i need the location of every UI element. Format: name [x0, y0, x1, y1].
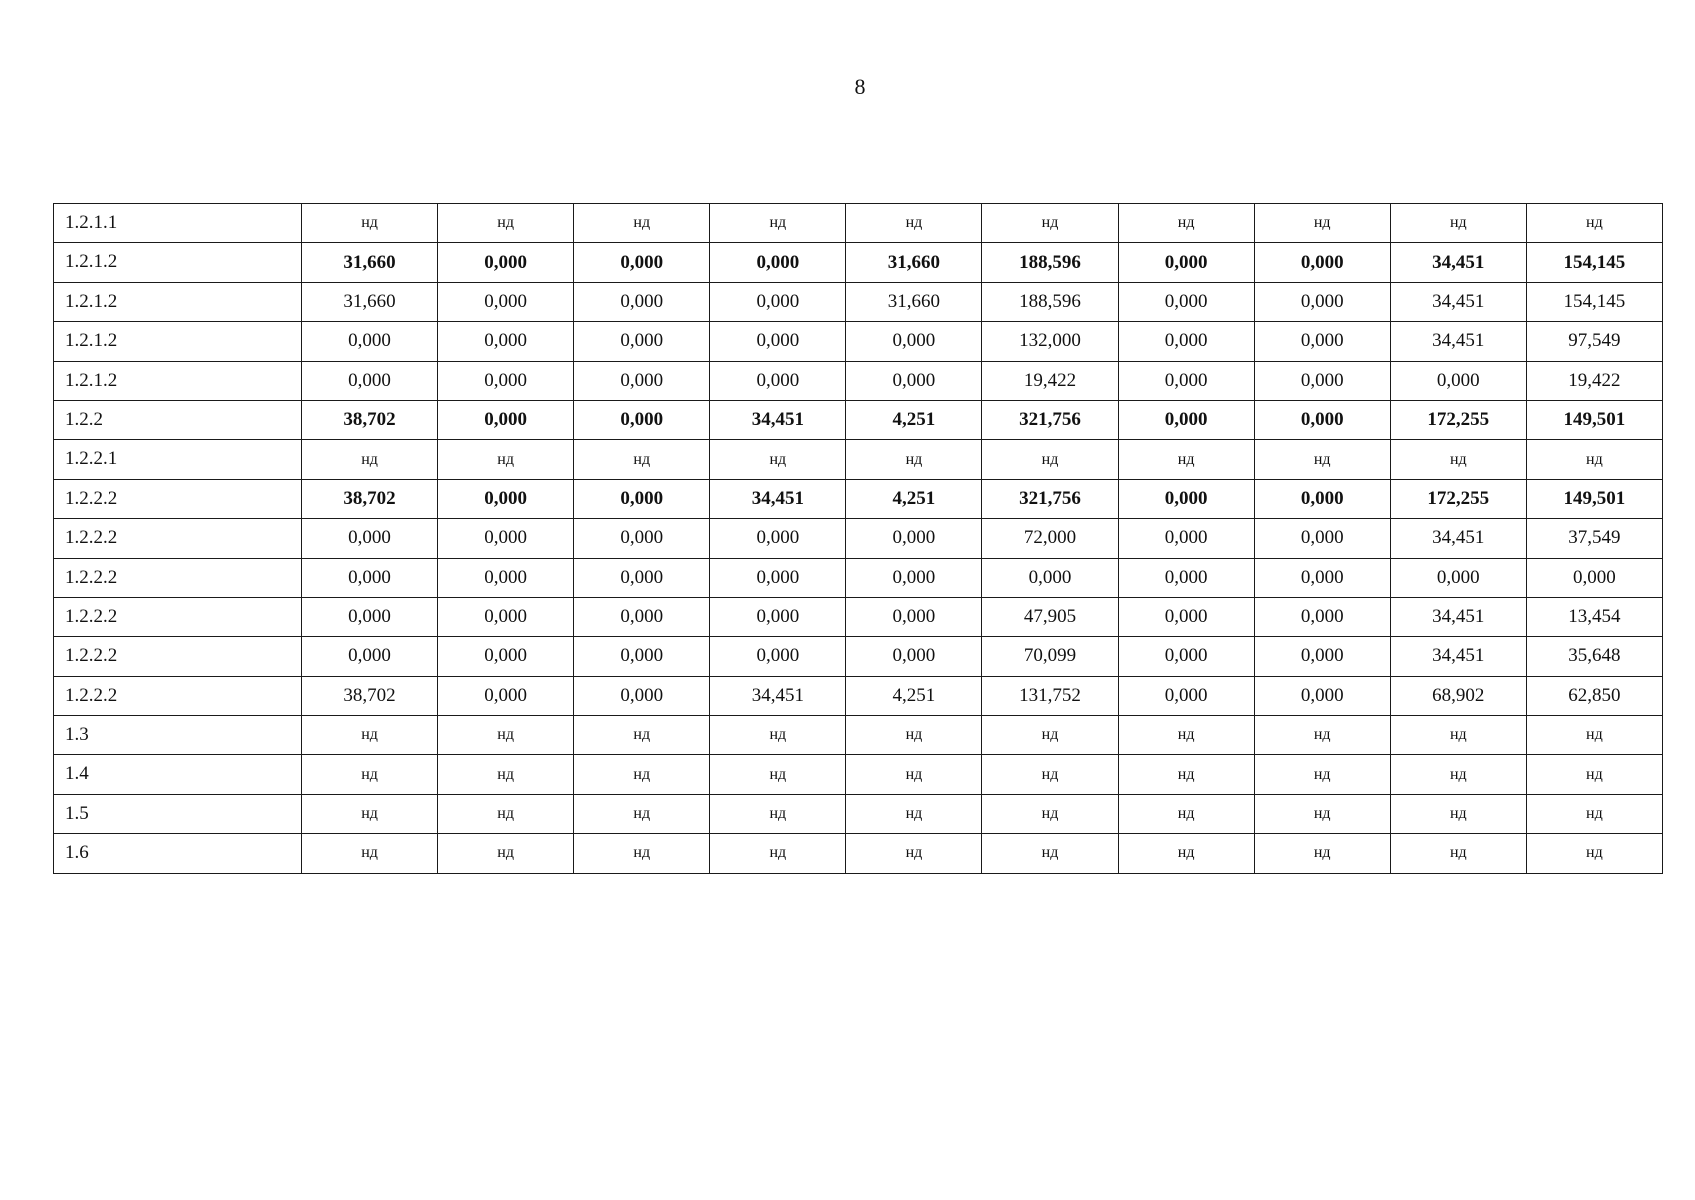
table-row [54, 204, 1663, 243]
value-cell: 0,000 [574, 519, 710, 558]
value-cell: 0,000 [574, 361, 710, 400]
value-cell: нд [574, 755, 710, 794]
value-cell: 0,000 [710, 282, 846, 321]
value-cell: нд [1118, 204, 1254, 243]
value-cell: 62,850 [1526, 676, 1662, 715]
table-row [54, 243, 1663, 282]
value-cell: нд [1526, 834, 1662, 873]
value-cell: 0,000 [574, 400, 710, 439]
value-cell: нд [1254, 204, 1390, 243]
value-cell: нд [438, 755, 574, 794]
value-cell: нд [302, 204, 438, 243]
value-cell: нд [438, 440, 574, 479]
value-cell: нд [1254, 794, 1390, 833]
value-cell: нд [1390, 716, 1526, 755]
value-cell: 0,000 [574, 558, 710, 597]
value-cell: 97,549 [1526, 322, 1662, 361]
value-cell: нд [438, 834, 574, 873]
value-cell: 0,000 [1118, 519, 1254, 558]
value-cell: 149,501 [1526, 400, 1662, 439]
table-row [54, 637, 1663, 676]
value-cell: 0,000 [574, 243, 710, 282]
value-cell: 70,099 [982, 637, 1118, 676]
value-cell: нд [574, 794, 710, 833]
value-cell: нд [1254, 755, 1390, 794]
value-cell: 0,000 [438, 361, 574, 400]
table-row [54, 400, 1663, 439]
value-cell: 34,451 [710, 400, 846, 439]
value-cell: 0,000 [1390, 361, 1526, 400]
value-cell: 0,000 [1118, 243, 1254, 282]
value-cell: нд [438, 794, 574, 833]
value-cell: нд [574, 440, 710, 479]
value-cell: 34,451 [710, 676, 846, 715]
value-cell: 0,000 [710, 637, 846, 676]
value-cell: 0,000 [438, 637, 574, 676]
value-cell: нд [1254, 834, 1390, 873]
value-cell: 0,000 [846, 597, 982, 636]
value-cell: 0,000 [710, 361, 846, 400]
value-cell: 0,000 [438, 322, 574, 361]
row-code-cell: 1.2.1.2 [54, 361, 302, 400]
value-cell: 172,255 [1390, 479, 1526, 518]
value-cell: нд [574, 716, 710, 755]
value-cell: 0,000 [1254, 637, 1390, 676]
table-row [54, 794, 1663, 833]
value-cell: нд [1390, 794, 1526, 833]
value-cell: 0,000 [1254, 479, 1390, 518]
value-cell: 0,000 [438, 243, 574, 282]
value-cell: 0,000 [574, 637, 710, 676]
row-code-cell: 1.2.1.1 [54, 204, 302, 243]
value-cell: нд [438, 716, 574, 755]
value-cell: 47,905 [982, 597, 1118, 636]
value-cell: нд [574, 204, 710, 243]
value-cell: 0,000 [302, 637, 438, 676]
row-code-cell: 1.4 [54, 755, 302, 794]
value-cell: 0,000 [1254, 322, 1390, 361]
value-cell: нд [710, 716, 846, 755]
value-cell: 37,549 [1526, 519, 1662, 558]
value-cell: нд [710, 440, 846, 479]
value-cell: 0,000 [1254, 400, 1390, 439]
value-cell: 0,000 [302, 597, 438, 636]
value-cell: 4,251 [846, 479, 982, 518]
value-cell: нд [1254, 716, 1390, 755]
value-cell: нд [1526, 716, 1662, 755]
value-cell: нд [710, 834, 846, 873]
value-cell: 321,756 [982, 479, 1118, 518]
value-cell: 0,000 [1254, 676, 1390, 715]
value-cell: 0,000 [302, 558, 438, 597]
value-cell: 0,000 [710, 597, 846, 636]
value-cell: нд [1118, 794, 1254, 833]
value-cell: 0,000 [1118, 322, 1254, 361]
data-table [53, 203, 1663, 874]
value-cell: нд [982, 755, 1118, 794]
value-cell: нд [1390, 440, 1526, 479]
table-row [54, 716, 1663, 755]
value-cell: 188,596 [982, 243, 1118, 282]
value-cell: 0,000 [846, 637, 982, 676]
value-cell: нд [1526, 755, 1662, 794]
value-cell: 0,000 [1118, 597, 1254, 636]
row-code-cell: 1.2.1.2 [54, 243, 302, 282]
value-cell: нд [982, 204, 1118, 243]
value-cell: нд [710, 794, 846, 833]
value-cell: 0,000 [1118, 558, 1254, 597]
value-cell: нд [1526, 440, 1662, 479]
value-cell: 35,648 [1526, 637, 1662, 676]
value-cell: нд [1118, 440, 1254, 479]
value-cell: 172,255 [1390, 400, 1526, 439]
value-cell: 0,000 [846, 558, 982, 597]
value-cell: 188,596 [982, 282, 1118, 321]
row-code-cell: 1.2.2.2 [54, 637, 302, 676]
value-cell: 0,000 [574, 676, 710, 715]
value-cell: 0,000 [710, 558, 846, 597]
table-body [54, 204, 1663, 874]
value-cell: нд [1390, 755, 1526, 794]
value-cell: 38,702 [302, 400, 438, 439]
value-cell: 0,000 [438, 597, 574, 636]
value-cell: 0,000 [1526, 558, 1662, 597]
row-code-cell: 1.2.2.2 [54, 519, 302, 558]
value-cell: нд [982, 440, 1118, 479]
table-row [54, 755, 1663, 794]
value-cell: 0,000 [1254, 361, 1390, 400]
table-row [54, 676, 1663, 715]
value-cell: нд [302, 834, 438, 873]
value-cell: нд [846, 716, 982, 755]
value-cell: 0,000 [574, 282, 710, 321]
row-code-cell: 1.2.2.2 [54, 597, 302, 636]
value-cell: 0,000 [302, 322, 438, 361]
value-cell: 31,660 [846, 243, 982, 282]
table-row [54, 282, 1663, 321]
row-code-cell: 1.2.2.1 [54, 440, 302, 479]
value-cell: нд [982, 794, 1118, 833]
value-cell: нд [1254, 440, 1390, 479]
value-cell: 0,000 [1254, 282, 1390, 321]
value-cell: 0,000 [438, 676, 574, 715]
row-code-cell: 1.2.2.2 [54, 479, 302, 518]
value-cell: 34,451 [1390, 597, 1526, 636]
table-row [54, 834, 1663, 873]
value-cell: 4,251 [846, 400, 982, 439]
row-code-cell: 1.3 [54, 716, 302, 755]
table-row [54, 440, 1663, 479]
value-cell: 0,000 [302, 361, 438, 400]
value-cell: 154,145 [1526, 282, 1662, 321]
value-cell: нд [982, 716, 1118, 755]
value-cell: 34,451 [1390, 637, 1526, 676]
value-cell: 0,000 [1390, 558, 1526, 597]
page-number: 8 [854, 74, 866, 99]
table-row [54, 361, 1663, 400]
table-row [54, 597, 1663, 636]
value-cell: 0,000 [438, 519, 574, 558]
value-cell: 154,145 [1526, 243, 1662, 282]
value-cell: нд [982, 834, 1118, 873]
value-cell: 31,660 [846, 282, 982, 321]
value-cell: нд [846, 834, 982, 873]
value-cell: 34,451 [1390, 282, 1526, 321]
value-cell: 0,000 [1254, 519, 1390, 558]
value-cell: 0,000 [438, 282, 574, 321]
value-cell: нд [1118, 834, 1254, 873]
row-code-cell: 1.2.1.2 [54, 282, 302, 321]
table-row [54, 558, 1663, 597]
value-cell: нд [574, 834, 710, 873]
value-cell: 4,251 [846, 676, 982, 715]
value-cell: 131,752 [982, 676, 1118, 715]
row-code-cell: 1.2.2 [54, 400, 302, 439]
value-cell: нд [302, 440, 438, 479]
value-cell: 34,451 [1390, 322, 1526, 361]
row-code-cell: 1.2.2.2 [54, 676, 302, 715]
value-cell: 38,702 [302, 479, 438, 518]
value-cell: 0,000 [1254, 243, 1390, 282]
value-cell: 0,000 [846, 322, 982, 361]
value-cell: нд [1390, 834, 1526, 873]
value-cell: 0,000 [982, 558, 1118, 597]
value-cell: нд [302, 755, 438, 794]
value-cell: 0,000 [438, 558, 574, 597]
value-cell: 0,000 [1118, 676, 1254, 715]
value-cell: 0,000 [846, 361, 982, 400]
value-cell: 34,451 [1390, 519, 1526, 558]
value-cell: 0,000 [710, 519, 846, 558]
table-row [54, 519, 1663, 558]
value-cell: 72,000 [982, 519, 1118, 558]
value-cell: 38,702 [302, 676, 438, 715]
value-cell: 149,501 [1526, 479, 1662, 518]
value-cell: 0,000 [1118, 637, 1254, 676]
value-cell: 321,756 [982, 400, 1118, 439]
value-cell: нд [1526, 794, 1662, 833]
value-cell: 0,000 [574, 322, 710, 361]
table-row [54, 479, 1663, 518]
value-cell: 0,000 [438, 479, 574, 518]
value-cell: нд [846, 755, 982, 794]
value-cell: 0,000 [1118, 479, 1254, 518]
value-cell: 0,000 [710, 322, 846, 361]
value-cell: 0,000 [1254, 558, 1390, 597]
value-cell: нд [710, 755, 846, 794]
table-row [54, 322, 1663, 361]
value-cell: 68,902 [1390, 676, 1526, 715]
value-cell: нд [302, 716, 438, 755]
value-cell: 0,000 [1118, 282, 1254, 321]
value-cell: 0,000 [574, 597, 710, 636]
value-cell: 13,454 [1526, 597, 1662, 636]
value-cell: 0,000 [438, 400, 574, 439]
value-cell: 132,000 [982, 322, 1118, 361]
value-cell: 0,000 [1254, 597, 1390, 636]
row-code-cell: 1.6 [54, 834, 302, 873]
value-cell: 34,451 [710, 479, 846, 518]
row-code-cell: 1.2.1.2 [54, 322, 302, 361]
value-cell: 31,660 [302, 282, 438, 321]
value-cell: 0,000 [1118, 361, 1254, 400]
value-cell: нд [846, 440, 982, 479]
value-cell: нд [1390, 204, 1526, 243]
value-cell: 31,660 [302, 243, 438, 282]
value-cell: 0,000 [302, 519, 438, 558]
value-cell: 19,422 [982, 361, 1118, 400]
value-cell: нд [1118, 755, 1254, 794]
value-cell: нд [1118, 716, 1254, 755]
value-cell: нд [302, 794, 438, 833]
value-cell: нд [710, 204, 846, 243]
value-cell: 19,422 [1526, 361, 1662, 400]
value-cell: 0,000 [574, 479, 710, 518]
row-code-cell: 1.5 [54, 794, 302, 833]
value-cell: нд [846, 204, 982, 243]
value-cell: 34,451 [1390, 243, 1526, 282]
value-cell: 0,000 [846, 519, 982, 558]
value-cell: нд [438, 204, 574, 243]
value-cell: нд [1526, 204, 1662, 243]
value-cell: 0,000 [1118, 400, 1254, 439]
row-code-cell: 1.2.2.2 [54, 558, 302, 597]
value-cell: нд [846, 794, 982, 833]
value-cell: 0,000 [710, 243, 846, 282]
